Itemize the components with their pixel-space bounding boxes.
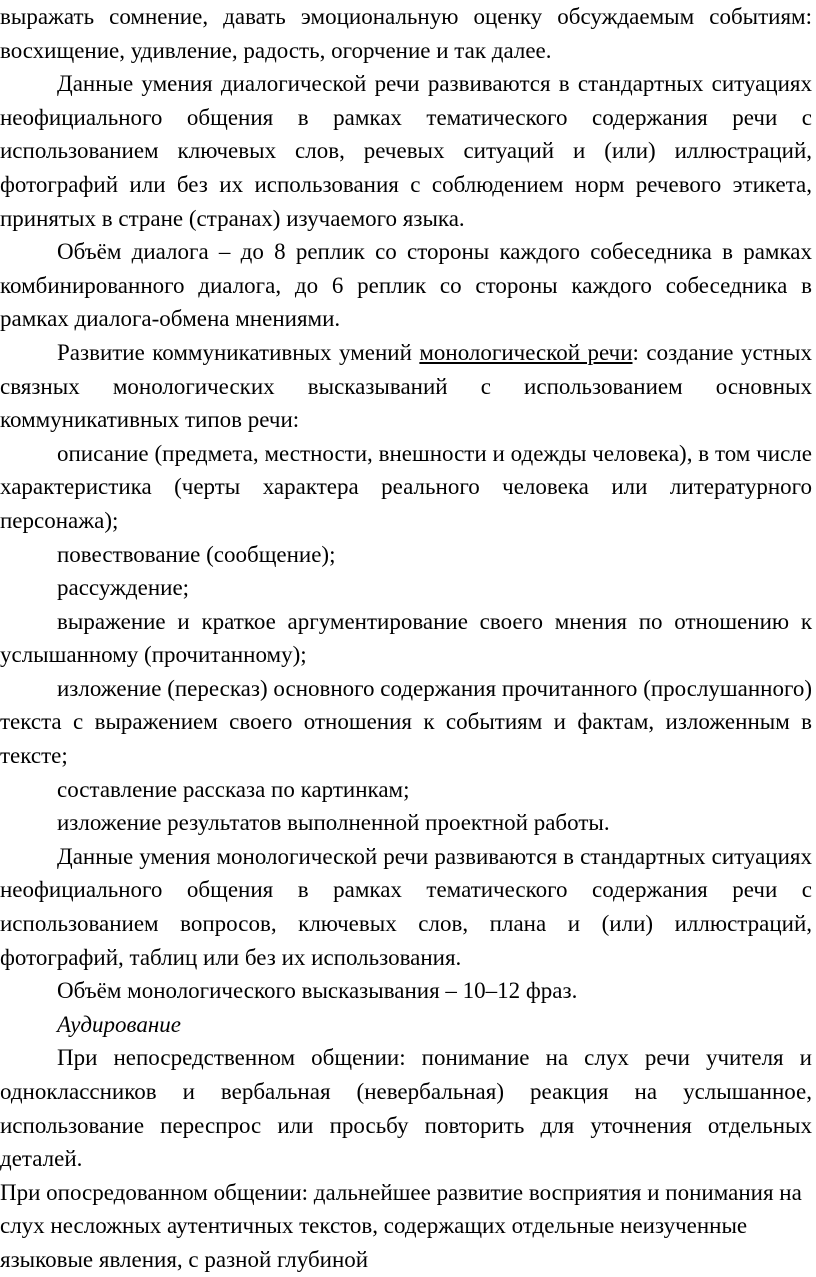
monologue-speech-underlined: монологической речи	[419, 339, 633, 365]
list-item-narration: повествование (сообщение);	[57, 541, 336, 567]
paragraph-continuation: выражать сомнение, давать эмоциональную оценку обсуждаемым событиям: восхищение, удивление, радость, огорчение и так далее.	[0, 4, 812, 63]
paragraph-direct-communication: При непосредственном общении: понимание на слух речи учителя и одноклассников и вербальная (невербальная) реакция на услышанное, использование переспрос или просьбу повторить для уточнения отдельных деталей.	[0, 1045, 812, 1172]
list-item-description: описание (предмета, местности, внешности и одежды человека), в том числе характеристика (черты характера реального человека или литературного персонажа);	[0, 440, 812, 533]
paragraph-monologue-skills: Данные умения монологической речи развиваются в стандартных ситуациях неофициального общения в рамках тематического содержания речи с использованием вопросов, ключевых слов, плана и (или) иллюстраций, фотографий, таблиц или без их использования.	[0, 843, 812, 970]
monologue-intro-before: Развитие коммуникативных умений	[57, 339, 420, 365]
section-heading-listening: Аудирование	[57, 1011, 182, 1037]
paragraph-mediated-communication: При опосредованном общении: дальнейшее развитие восприятия и понимания на слух несложных аутентичных текстов, содержащих отдельные неизученные языковые явления, с разной глубиной	[0, 1179, 802, 1272]
list-item-project-results: изложение результатов выполненной проектной работы.	[57, 810, 610, 836]
list-item-reasoning: рассуждение;	[57, 575, 190, 601]
list-item-picture-story: составление рассказа по картинкам;	[57, 776, 410, 802]
list-item-retelling: изложение (пересказ) основного содержания прочитанного (прослушанного) текста с выражением своего отношения к событиям и фактам, изложенным в тексте;	[0, 675, 812, 769]
paragraph-monologue-intro	[0, 336, 812, 437]
paragraph-monologue-volume: Объём монологического высказывания – 10–12 фраз.	[57, 978, 578, 1004]
paragraph-dialogue-skills: Данные умения диалогической речи развиваются в стандартных ситуациях неофициального общения в рамках тематического содержания речи с использованием ключевых слов, речевых ситуаций и (или) иллюстраций, фотографий или без их использования с соблюдением норм речевого этикета, принятых в стране (странах) изучаемого языка.	[0, 71, 812, 231]
monologue-intro-after: : создание устных связных монологических высказываний с использованием основных коммуникативных типов речи:	[0, 339, 812, 433]
paragraph-dialogue-volume: Объём диалога – до 8 реплик со стороны каждого собеседника в рамках комбинированного диалога, до 6 реплик со стороны каждого собеседника в рамках диалога-обмена мнениями.	[0, 239, 812, 332]
list-item-opinion: выражение и краткое аргументирование своего мнения по отношению к услышанному (прочитанному);	[0, 608, 812, 668]
